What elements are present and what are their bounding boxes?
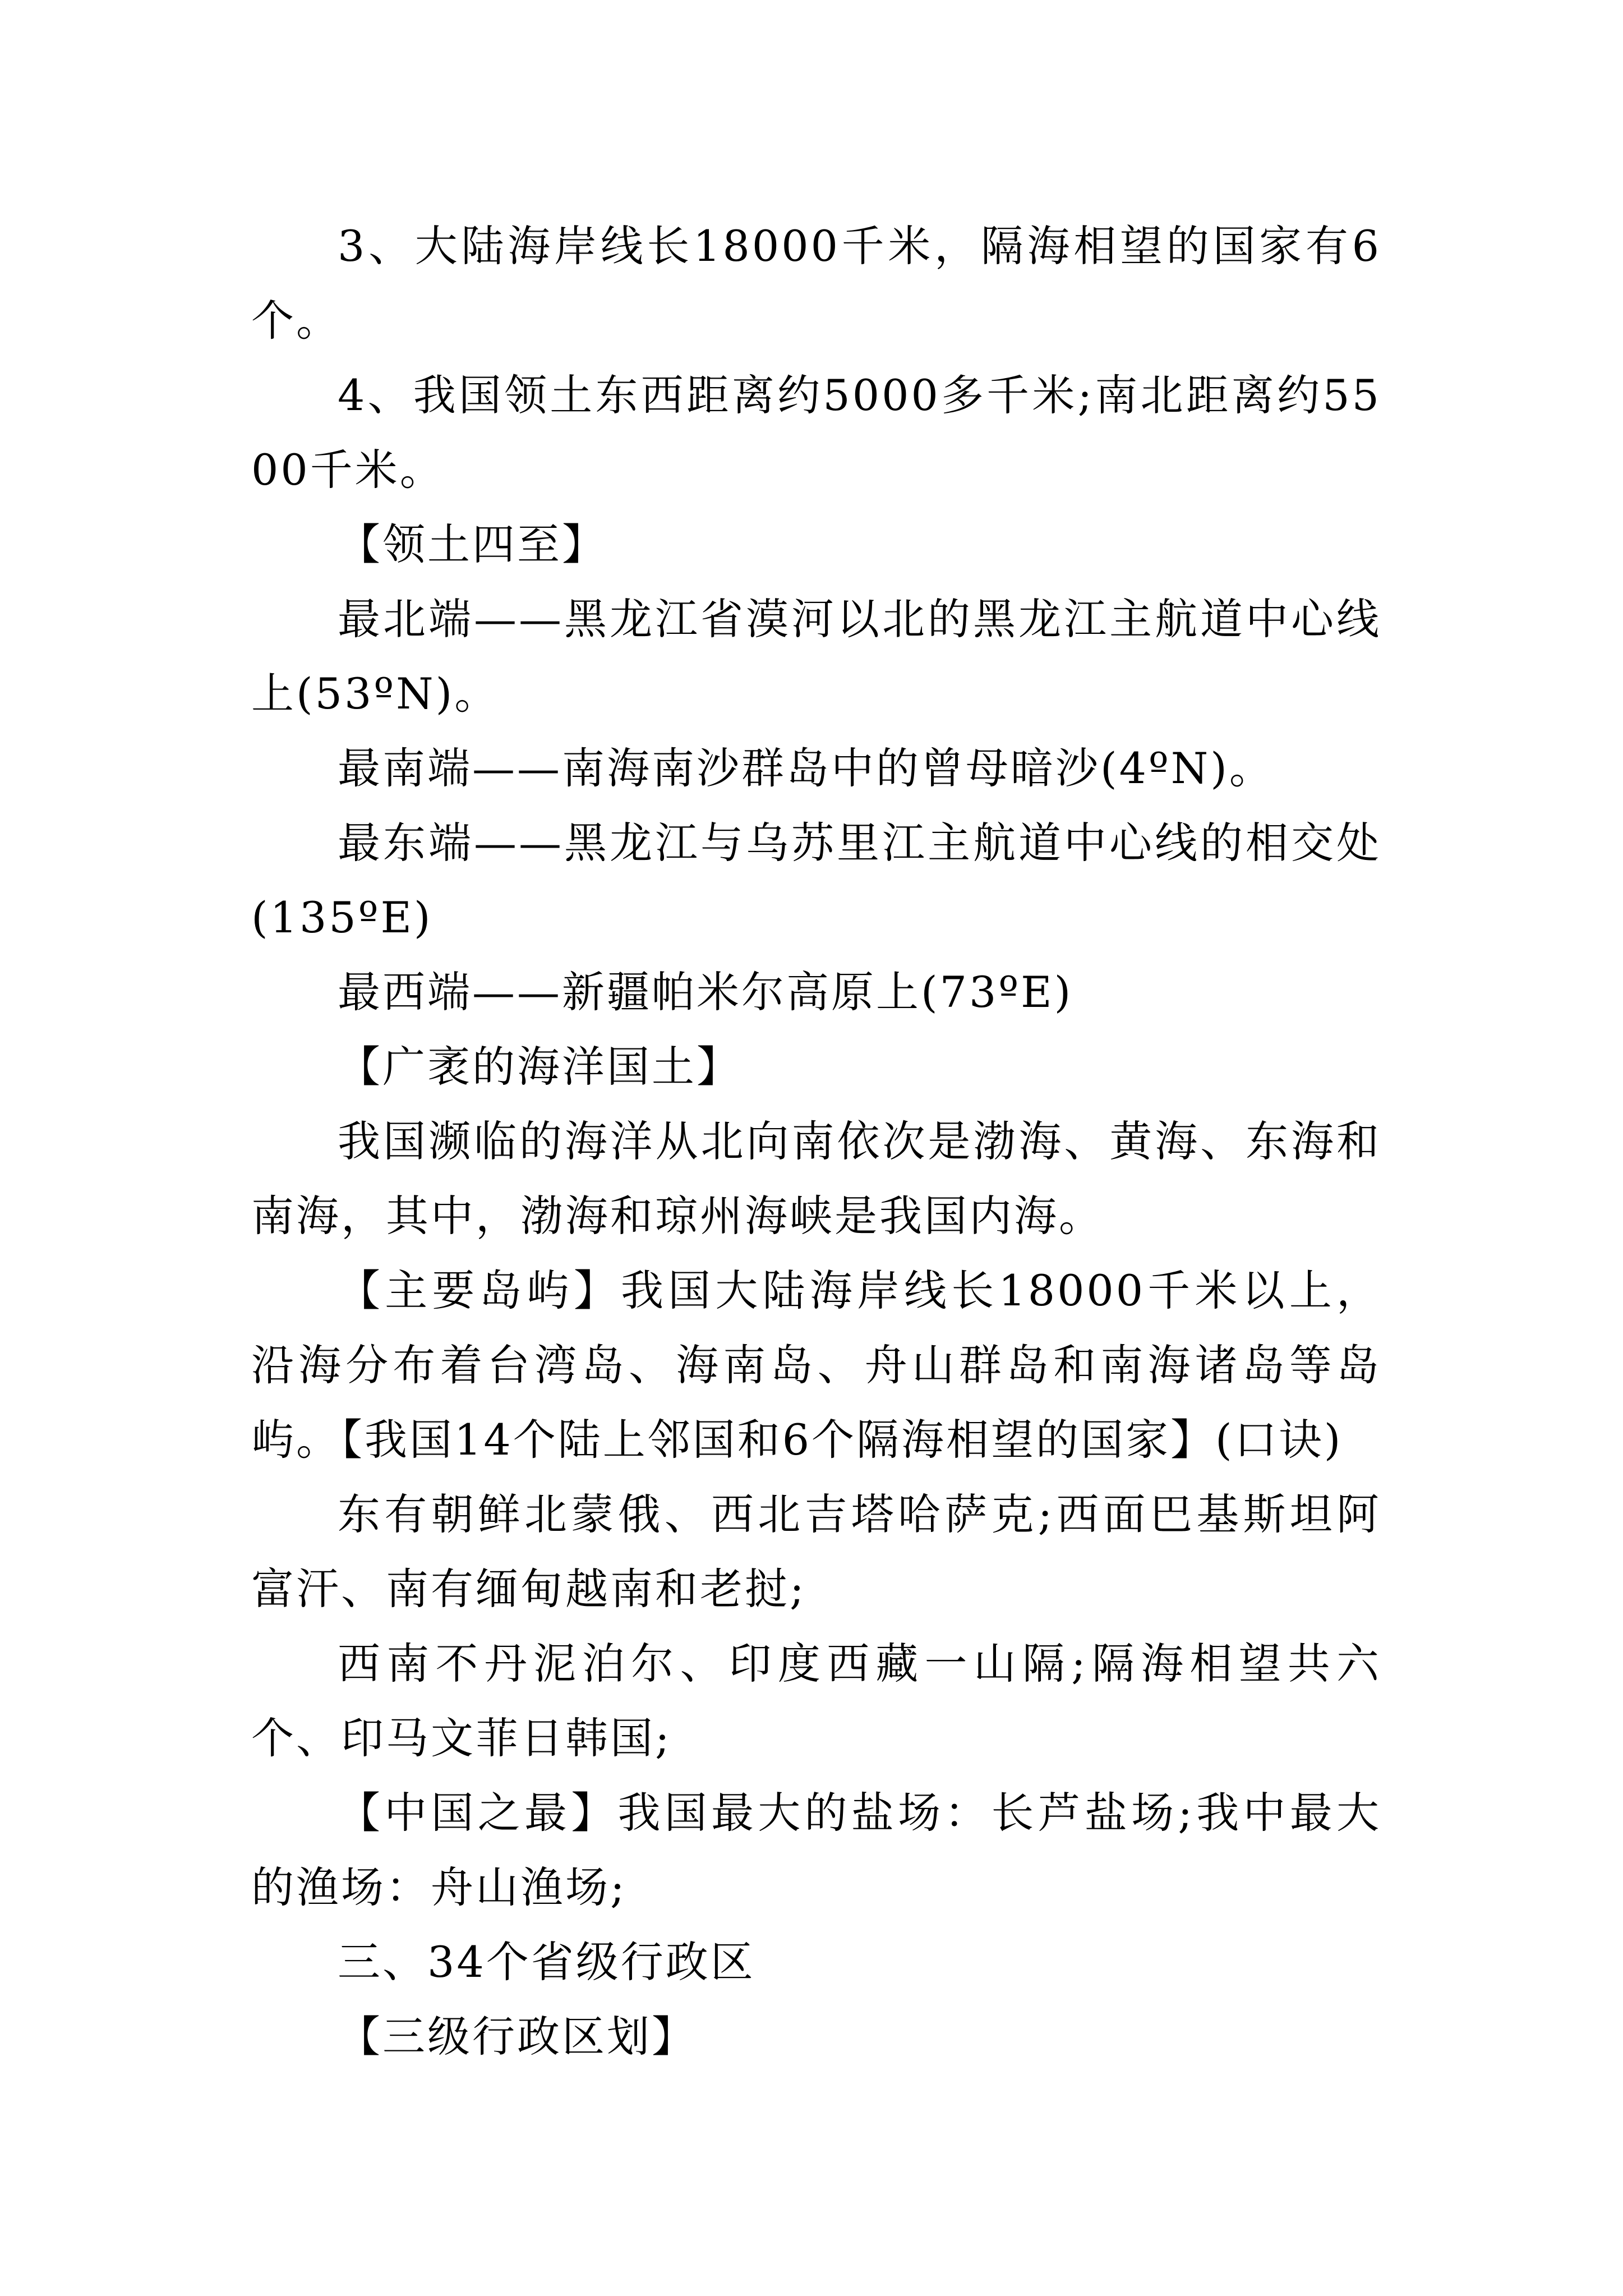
document-body (251, 209, 1381, 2074)
paragraph-adjacent-seas: 我国濒临的海洋从北向南依次是渤海、黄海、东海和南海，其中，渤海和琼州海峡是我国内海。 (251, 1116, 1381, 1241)
heading-ocean-territory: 【广袤的海洋国土】 (338, 1042, 741, 1092)
paragraph-territory-distance: 4、我国领土东西距离约5000多千米;南北距离约5500千米。 (251, 370, 1381, 495)
paragraph-westernmost: 最西端——新疆帕米尔高原上(73ºE) (338, 967, 1073, 1017)
heading-provincial-divisions: 三、34个省级行政区 (338, 1937, 755, 1987)
paragraph-main-islands: 【主要岛屿】我国大陆海岸线长18000千米以上，沿海分布着台湾岛、海南岛、舟山群岛和南海诸岛等岛屿。【我国14个陆上邻国和6个隔海相望的国家】(口诀) (251, 1266, 1381, 1465)
paragraph-easternmost: 最东端——黑龙江与乌苏里江主航道中心线的相交处(135ºE) (251, 818, 1381, 942)
paragraph-china-superlatives: 【中国之最】我国最大的盐场：长芦盐场;我中最大的渔场：舟山渔场; (251, 1788, 1381, 1912)
paragraph-mnemonic-east-west: 东有朝鲜北蒙俄、西北吉塔哈萨克;西面巴基斯坦阿富汗、南有缅甸越南和老挝; (251, 1489, 1381, 1614)
heading-territory-extremes: 【领土四至】 (338, 519, 607, 569)
heading-three-level-divisions: 【三级行政区划】 (338, 2012, 697, 2062)
paragraph-northernmost: 最北端——黑龙江省漠河以北的黑龙江主航道中心线上(53ºN)。 (251, 594, 1381, 719)
paragraph-mnemonic-southwest: 西南不丹泥泊尔、印度西藏一山隔;隔海相望共六个、印马文菲日韩国; (251, 1639, 1381, 1763)
paragraph-coastline-length: 3、大陆海岸线长18000千米，隔海相望的国家有6个。 (251, 221, 1381, 346)
paragraph-southernmost: 最南端——南海南沙群岛中的曾母暗沙(4ºN)。 (338, 743, 1274, 793)
